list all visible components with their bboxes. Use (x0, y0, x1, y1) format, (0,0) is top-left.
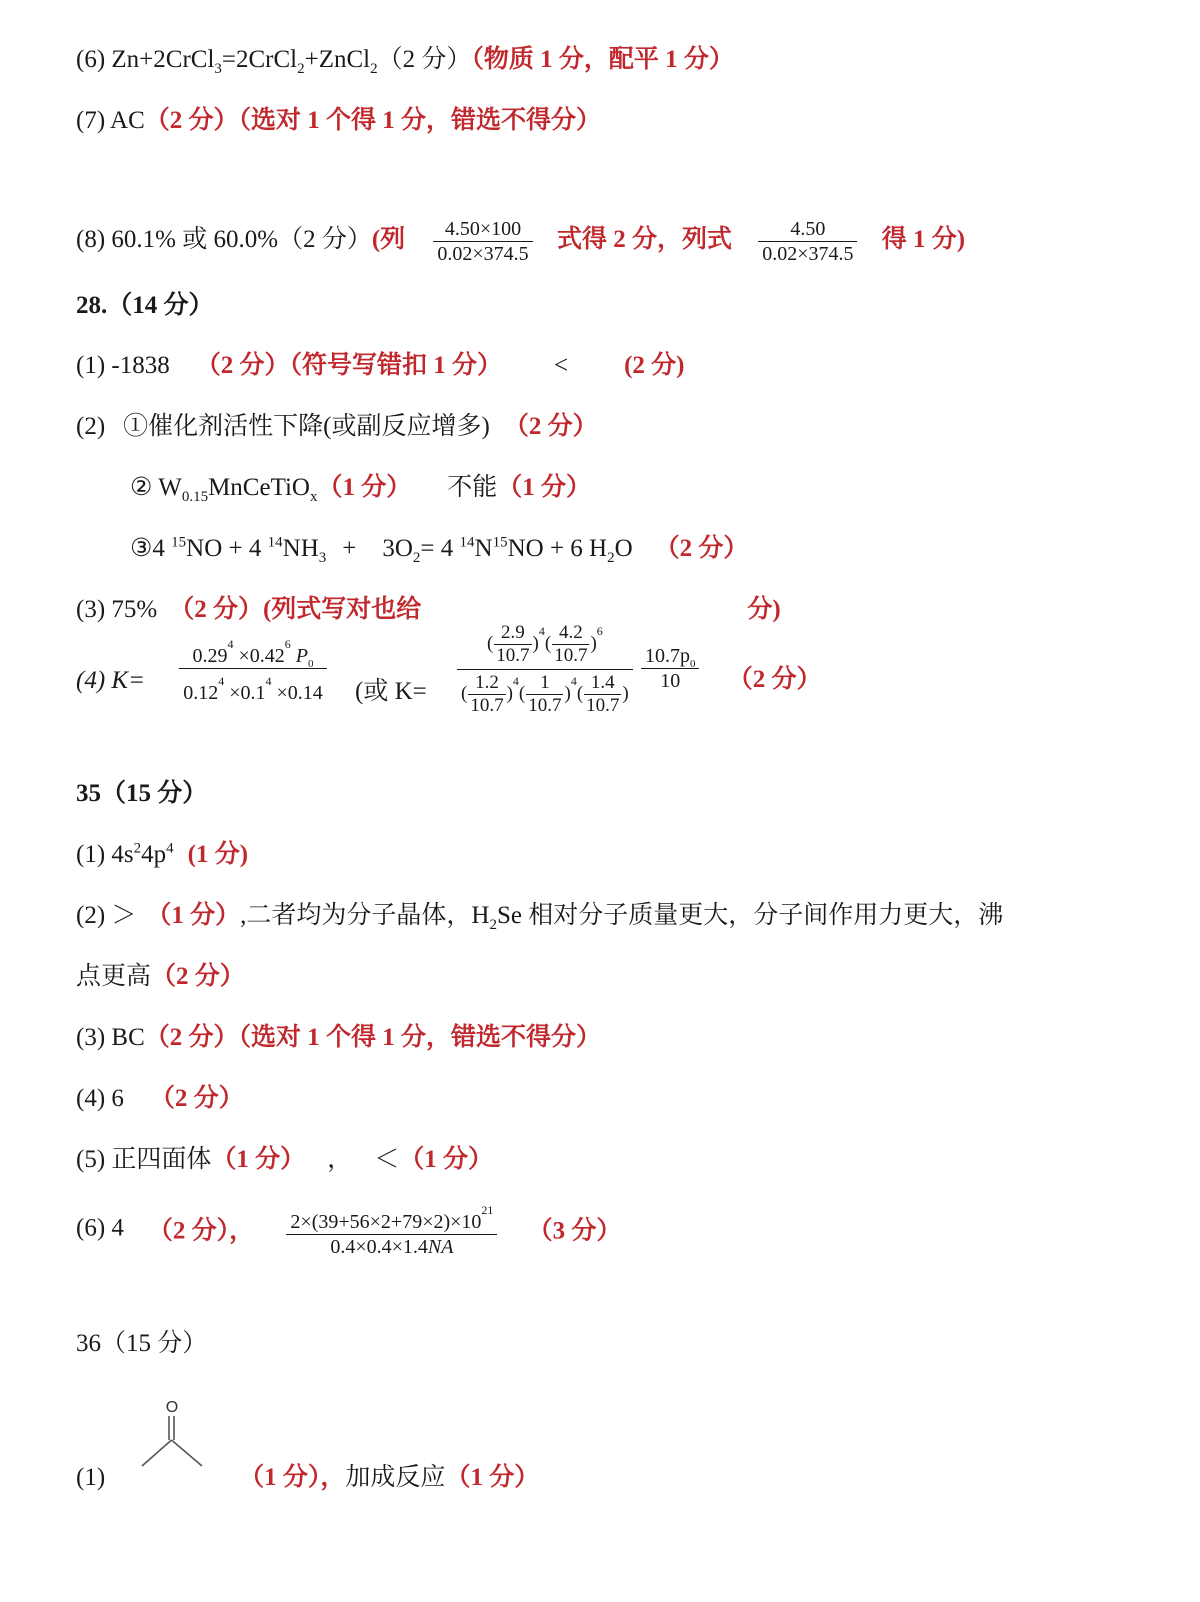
answer-27-8: (8) 60.1% 或 60.0%（2 分）(列 $\frac{4.50\times 100}{0.02\times 374.5}$ 式得 2 分，列式 $\frac{4.50}{0.02\times 374.5}$ 得 1 分) (76, 218, 966, 265)
answer-35-3: (3) BC（2 分）（选对 1 个得 1 分，错选不得分） (76, 1024, 602, 1051)
equilibrium-constant-fraction: $\frac{0.29^4 \times 0.42^6 P_0}{0.12^4 \times 0.1^4 \times 0.14}$ (179, 632, 327, 705)
question-35-heading: 35（15 分） (76, 780, 208, 807)
answer-35-2-continued: 点更高（2 分） (76, 963, 245, 990)
question-28-heading: 28.（14 分） (76, 292, 214, 319)
answer-35-2: (2) ＞ （1 分）,二者均为分子晶体，$H_2Se$ 相对分子质量更大，分子间作用力更大，沸 (76, 902, 1004, 933)
answer-27-6: (6) Zn+2CrCl$_3$=2CrCl$_2$+ZnCl$_2$（2 分）（物质 1 分，配平 1 分） (76, 46, 734, 77)
scoring-note: （物质 1 分，配平 1 分） (471, 46, 734, 73)
answer-28-2b: ② $W_{0.15}MnCeTiO_x(1$ 分） 不能（1 分） (130, 474, 592, 505)
answer-27-7: (7) AC（2 分）（选对 1 个得 1 分，错选不得分） (76, 107, 602, 134)
answer-36-1: (1) （1 分），加成反应（1 分） (76, 1464, 540, 1491)
pressure-fraction: $\frac{10.7p_0}{10}$ (641, 644, 700, 693)
answer-35-4: (4) 6 （2 分） (76, 1085, 244, 1112)
alt-equilibrium-fraction: ( $\frac{2.9}{10.7}$ )$^4$( $\frac{4.2}{10.7}$ )$^6$ ( $\frac{1.2}{10.7}$ )$^4$( $\frac{1}{10.7}$ )$^4$( $\frac{1.4}{10.7}$ ) (457, 622, 633, 717)
answer-35-1: (1) $4s^24p^4$ (1 分) (76, 840, 249, 868)
answer-28-2a: (2) ①催化剂活性下降(或副反应增多) （2 分） (76, 413, 598, 440)
scoring-note: （2 分）（选对 1 个得 1 分，错选不得分） (144, 107, 602, 134)
answer-28-1: (1) -1838 （2 分）（符号写错扣 1 分） < (2 分) (76, 352, 685, 379)
question-36-heading: 36（15 分） (76, 1330, 208, 1357)
oxygen-atom-label: O (165, 1399, 179, 1416)
answer-28-3: (3) 75% （2 分）(列式写对也给 分) (76, 596, 781, 623)
answer-28-4: (4) K= $\frac{0.29^4 \times 0.42^6 P_0}{0.12^4 \times 0.1^4 \times 0.14}$ (或 K= ( $\frac{2.9}{10.7}$ )$^4$( $\frac{4.2}{10.7}$ )$^6$ ( $\frac{1.2}{10.7}$ )$^4$( $\frac{1}{10.7}$ )$^4$( $\frac{1.4}{10.7}$ ) $\frac{10.7p_0}{10}$ （2 分） (76, 622, 822, 716)
fraction-b: $\frac{4.50}{0.02\times 374.5}$ (758, 217, 857, 266)
fraction-a: $\frac{4.50\times 100}{0.02\times 374.5}$ (433, 217, 532, 266)
density-fraction: $\frac{2\times(39+56\times 2+79\times 2)\times 10^{21}}{0.4\times 0.4\times 1.4NA}$ (286, 1198, 497, 1259)
answer-35-5: (5) 正四面体（1 分） ， ＜（1 分） (76, 1146, 493, 1173)
answer-28-2c-equation: ③4 $^{15}$NO + 4 $^{14}NH_3 + 3O_2= 4$ $^{14}N^{15}NO + 6$ $H_2O$ （2 分） (130, 534, 749, 566)
answer-35-6: (6) 4 （2 分）， $\frac{2\times(39+56\times 2+79\times 2)\times 10^{21}}{0.4\times 0.4\times 1.4NA}$ （3 分） (76, 1198, 621, 1259)
